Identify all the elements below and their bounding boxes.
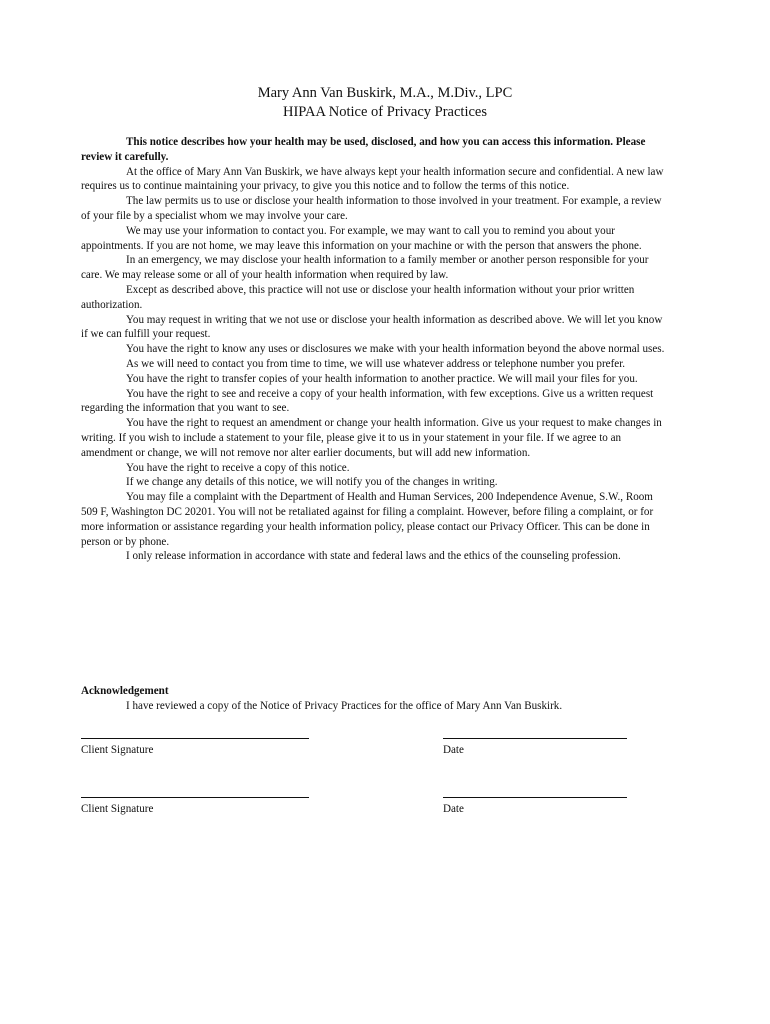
date-block-2: [443, 797, 627, 817]
date-line-1[interactable]: [443, 738, 627, 739]
notice-paragraph: You have the right to know any uses or disclosures we make with your health information beyond the above normal uses.: [126, 343, 665, 356]
practitioner-name: Mary Ann Van Buskirk, M.A., M.Div., LPC: [257, 85, 513, 101]
notice-paragraph: You have the right to request an amendment or change your health information. Give us your request to make changes in writing. If you wish to include a statement to your file, please give it to us in your statement in your file. If we agree to an amendment or change, we will not remove nor alter earlier documents, but will add new information.: [81, 417, 662, 459]
notice-paragraph: Except as described above, this practice will not use or disclose your health information without your prior written authorization.: [81, 283, 635, 311]
document-title: HIPAA Notice of Privacy Practices: [282, 104, 488, 120]
notice-paragraph: I only release information in accordance with state and federal laws and the ethics of the counseling profession.: [126, 550, 621, 563]
notice-paragraph: You have the right to see and receive a copy of your health information, with few exceptions. Give us a written request regarding the information that you want to see.: [81, 387, 654, 415]
client-signature-block-2: [81, 797, 309, 817]
acknowledgement-section: [81, 684, 681, 714]
notice-paragraph: The law permits us to use or disclose your health information to those involved in your treatment. For example, a review of your file by a specialist whom we may involve your care.: [81, 195, 662, 222]
document-header: [0, 84, 770, 122]
date-block-1: [443, 738, 627, 758]
notice-intro: This notice describes how your health may be used, disclosed, and how you can access this information. Please review it carefully.: [81, 136, 646, 163]
date-label-2: Date: [443, 803, 464, 815]
notice-paragraph: You may file a complaint with the Department of Health and Human Services, 200 Independence Avenue, S.W., Room 509 F, Washington DC 20201. You will not be retaliated against for filing a complaint. However, before filing a complaint, or for more information or assistance regarding your health information policy, please contact our Privacy Officer. This can be done in person or by phone.: [81, 491, 654, 548]
notice-paragraph: You have the right to receive a copy of this notice.: [126, 461, 350, 474]
acknowledgement-text: I have reviewed a copy of the Notice of Privacy Practices for the office of Mary Ann Van Buskirk.: [126, 699, 563, 712]
notice-paragraph: You may request in writing that we not use or disclose your health information as described above. We will let you know if we can fulfill your request.: [81, 313, 663, 341]
acknowledgement-title: Acknowledgement: [81, 685, 169, 697]
client-signature-block-1: [81, 738, 309, 758]
client-signature-line-1[interactable]: [81, 738, 309, 739]
notice-paragraph: If we change any details of this notice, we will notify you of the changes in writing.: [126, 476, 498, 489]
client-signature-label-1: Client Signature: [81, 744, 154, 756]
notice-paragraph: As we will need to contact you from time to time, we will use whatever address or telephone number you prefer.: [126, 357, 626, 370]
notice-paragraph: In an emergency, we may disclose your health information to a family member or another person responsible for your care. We may release some or all of your health information when required by law.: [81, 254, 649, 282]
notice-paragraph: You have the right to transfer copies of your health information to another practice. We will mail your files for you.: [126, 372, 638, 385]
notice-body: [81, 135, 671, 564]
client-signature-label-2: Client Signature: [81, 803, 154, 815]
notice-paragraph: At the office of Mary Ann Van Buskirk, we have always kept your health information secure and confidential. A new law requires us to continue maintaining your privacy, to give you this notice and to follow the terms of this notice.: [81, 165, 664, 193]
client-signature-line-2[interactable]: [81, 797, 309, 798]
date-line-2[interactable]: [443, 797, 627, 798]
notice-paragraph: We may use your information to contact you. For example, we may want to call you to remind you about your appointments. If you are not home, we may leave this information on your machine or with the person that answers the phone.: [81, 224, 642, 252]
date-label-1: Date: [443, 744, 464, 756]
